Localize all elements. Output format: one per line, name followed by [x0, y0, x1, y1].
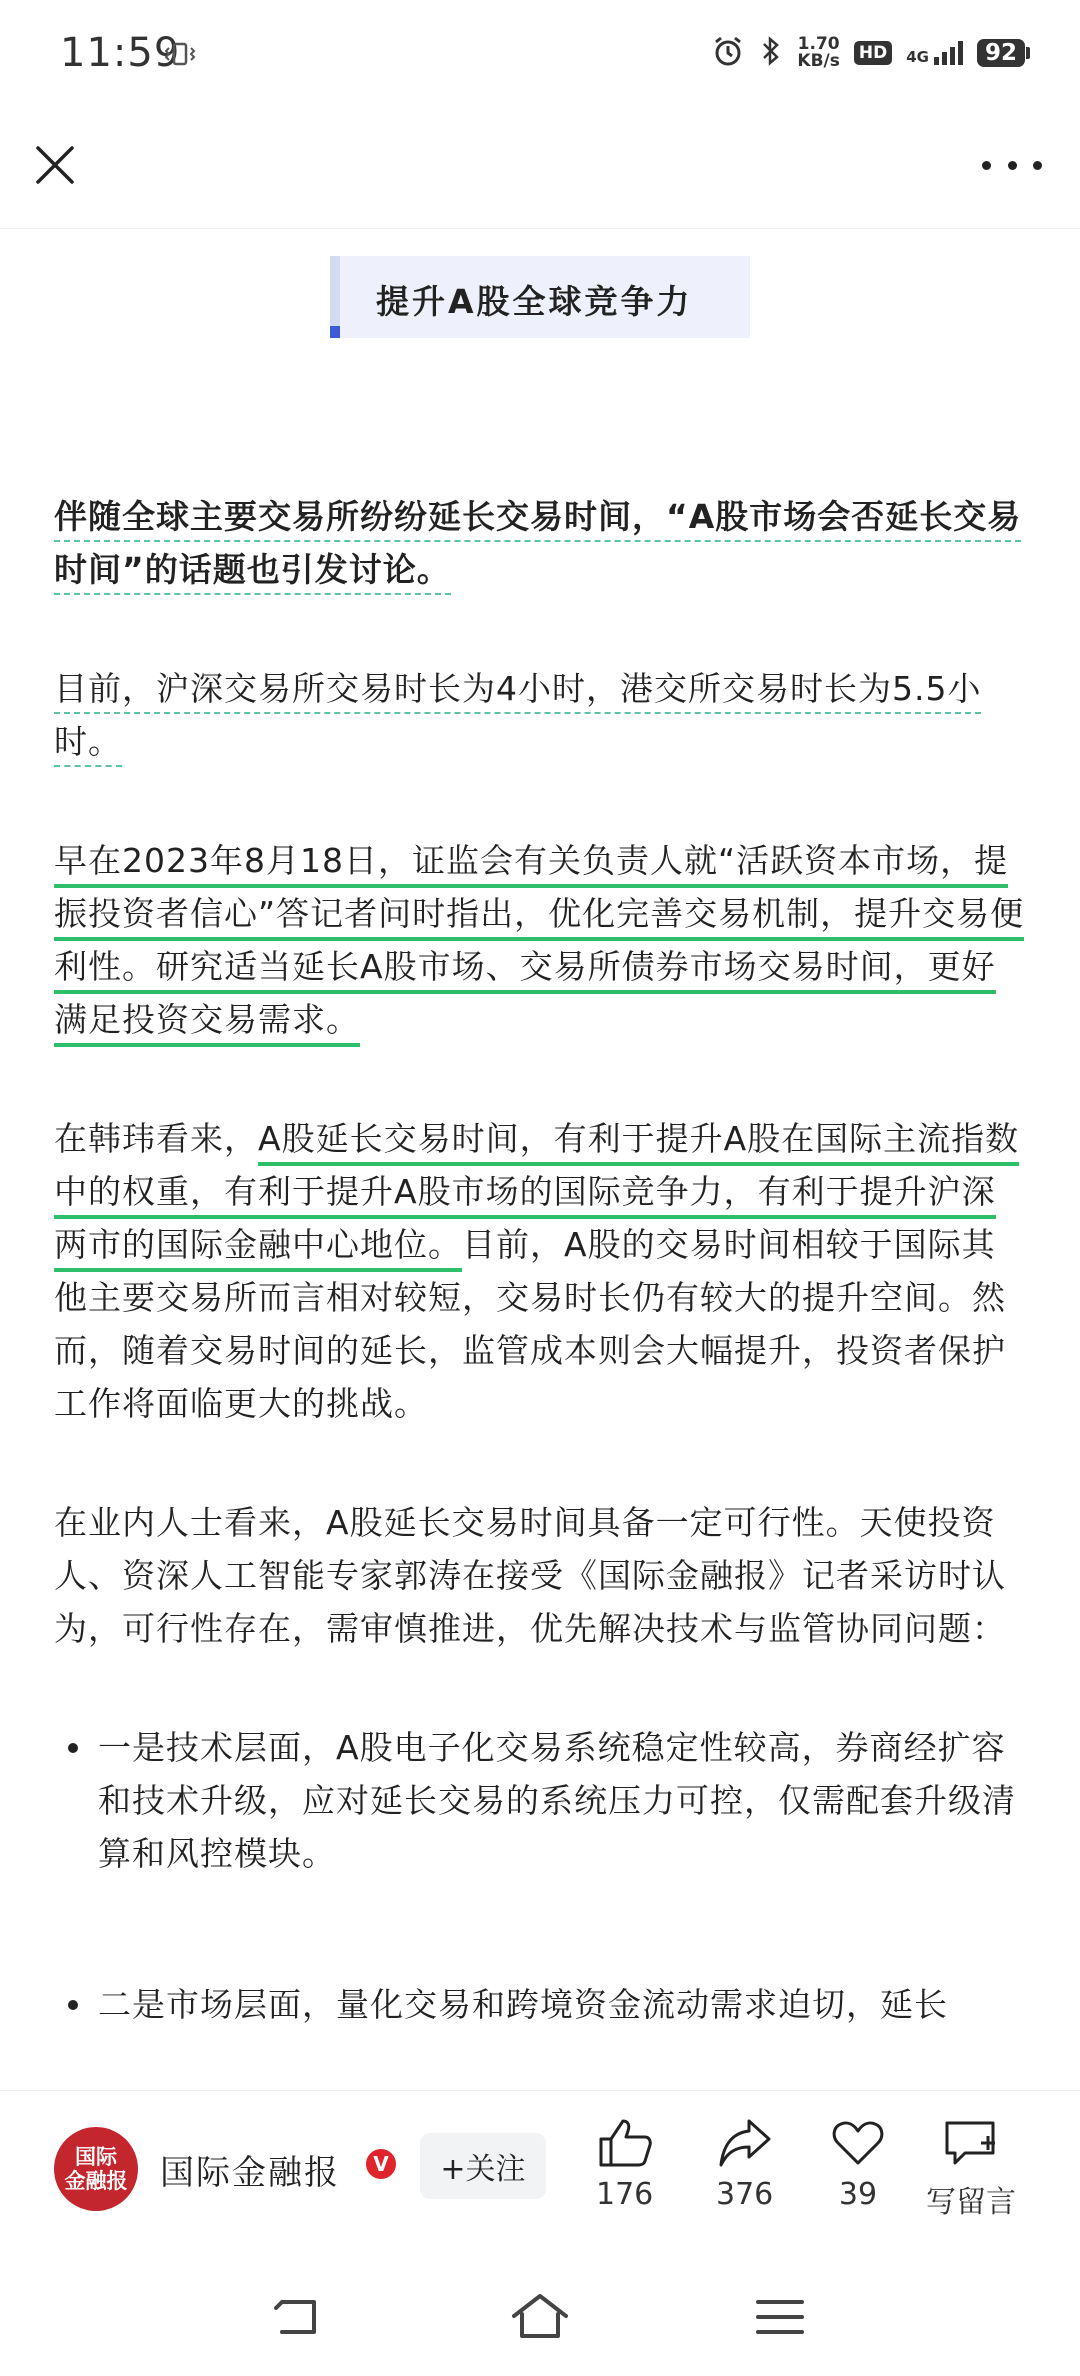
hd-badge: HD — [854, 41, 892, 65]
network-type: 4G — [906, 48, 929, 66]
section-heading-text: 提升A股全球竞争力 — [376, 282, 693, 321]
comment-icon — [941, 2117, 1001, 2169]
follow-button[interactable]: +关注 — [420, 2133, 546, 2199]
recent-apps-button[interactable] — [750, 2292, 810, 2346]
menu-icon — [750, 2292, 810, 2342]
account-name[interactable]: 国际金融报 — [160, 2153, 340, 2193]
paragraph-lead: 在韩玮看来， — [54, 1119, 258, 1158]
like-count: 176 — [596, 2177, 654, 2212]
close-icon — [30, 140, 80, 190]
speed-unit: KB/s — [797, 51, 840, 71]
article-paragraph — [54, 1112, 1026, 1430]
highlighted-text[interactable]: 目前，沪深交易所交易时长为4小时，港交所交易时长为5.5小时。 — [54, 669, 981, 767]
heart-icon — [830, 2117, 886, 2169]
alarm-icon — [711, 34, 745, 72]
top-nav — [0, 110, 1080, 229]
battery-level: 92 — [977, 39, 1025, 67]
system-nav-bar — [0, 2266, 1080, 2376]
highlighted-text[interactable]: A股延长交易时间，有利于提升A股在国际主流指数中的权重，有利于提升A股市场的国际竞争力，有利于提升沪深两市的国际金融中心地位。 — [54, 1119, 1019, 1272]
share-icon — [717, 2117, 773, 2169]
status-indicators — [711, 34, 1030, 72]
bullet-list — [54, 1721, 1026, 2031]
article-paragraph — [54, 1496, 1026, 1655]
back-icon — [268, 2292, 328, 2342]
write-comment-button[interactable] — [926, 2117, 1016, 2221]
avatar-line1: 国际 — [75, 2145, 117, 2169]
back-button[interactable] — [268, 2292, 328, 2346]
highlighted-text[interactable]: 早在2023年8月18日，证监会有关负责人就“活跃资本市场，提振投资者信心”答记者问时指出，优化完善交易机制，提升交易便利性。研究适当延长A股市场、交易所债券市场交易时间，更好满足投资交易需求。 — [54, 841, 1024, 1047]
bullet-item: 二是市场层面，量化交易和跨境资金流动需求迫切，延长 — [54, 1978, 1026, 2031]
favorite-count: 39 — [838, 2177, 878, 2212]
article-paragraph — [54, 834, 1026, 1046]
bottom-action-bar — [0, 2090, 1080, 2267]
avatar-line2: 金融报 — [64, 2169, 128, 2193]
more-options-button[interactable] — [982, 150, 1042, 180]
more-dot-icon — [982, 161, 991, 170]
share-count: 376 — [716, 2177, 774, 2212]
status-bar — [0, 0, 1080, 110]
avatar[interactable] — [54, 2127, 138, 2211]
status-time: 11:59 — [60, 30, 181, 76]
paragraph-text: 在业内人士看来，A股延长交易时间具备一定可行性。天使投资人、资深人工智能专家郭涛在接受《国际金融报》记者采访时认为，可行性存在，需审慎推进，优先解决技术与监管协同问题： — [54, 1503, 1006, 1648]
signal-icon — [906, 41, 963, 65]
article-paragraph — [54, 662, 1026, 768]
comment-label: 写留言 — [926, 2185, 1016, 2220]
battery-icon — [977, 39, 1030, 67]
close-button[interactable] — [30, 140, 80, 190]
favorite-button[interactable] — [830, 2117, 886, 2212]
section-heading — [330, 256, 750, 338]
article-paragraph — [54, 490, 1026, 596]
article-body — [54, 490, 1026, 2129]
speed-value: 1.70 — [797, 34, 840, 54]
like-button[interactable] — [596, 2117, 653, 2212]
bluetooth-icon — [759, 34, 783, 72]
home-icon — [508, 2292, 572, 2342]
verified-badge-icon: V — [366, 2149, 396, 2179]
heading-accent-bar — [330, 256, 340, 338]
more-dot-icon — [1033, 161, 1042, 170]
network-speed — [797, 36, 839, 70]
bullet-item: 一是技术层面，A股电子化交易系统稳定性较高，券商经扩容和技术升级，应对延长交易的系统压力可控，仅需配套升级清算和风控模块。 — [54, 1721, 1026, 1880]
more-dot-icon — [1008, 161, 1017, 170]
vibrate-icon — [162, 40, 198, 72]
paragraph-rest: 目前，A股的交易时间相较于国际其他主要交易所而言相对较短，交易时长仍有较大的提升空间。然而，随着交易时间的延长，监管成本则会大幅提升，投资者保护工作将面临更大的挑战。 — [54, 1225, 1006, 1423]
share-button[interactable] — [716, 2117, 773, 2212]
highlighted-text[interactable]: 伴随全球主要交易所纷纷延长交易时间，“A股市场会否延长交易时间”的话题也引发讨论。 — [54, 497, 1021, 595]
home-button[interactable] — [508, 2292, 572, 2346]
thumbs-up-icon — [597, 2117, 653, 2169]
